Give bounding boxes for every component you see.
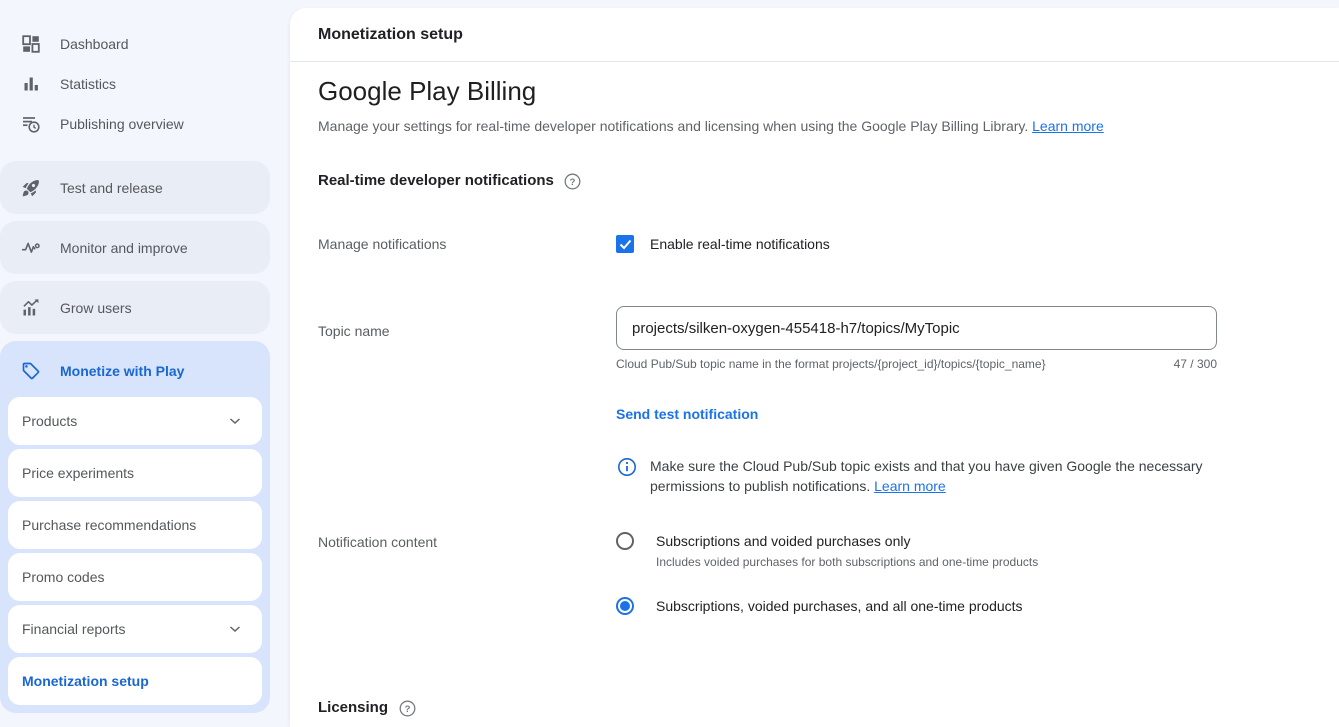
- info-icon: [616, 456, 638, 478]
- sidebar-item-label: Monetize with Play: [60, 363, 185, 379]
- notice-learn-more-link[interactable]: Learn more: [874, 478, 946, 494]
- radio-option-label: Subscriptions and voided purchases only: [656, 533, 911, 549]
- svg-text:?: ?: [404, 703, 410, 715]
- sidebar-item-test-and-release[interactable]: [0, 161, 270, 214]
- sidebar-item-promo-codes[interactable]: [8, 553, 262, 601]
- sidebar-item-price-experiments[interactable]: [8, 449, 262, 497]
- publishing-overview-icon: [20, 113, 42, 135]
- billing-title: Google Play Billing: [318, 76, 537, 106]
- sidebar-item-purchase-recommendations[interactable]: [8, 501, 262, 549]
- manage-notifications-row: [318, 234, 1311, 254]
- sidebar-item-label: Test and release: [60, 179, 163, 196]
- topic-name-input[interactable]: [616, 306, 1217, 350]
- sidebar-item-label: Dashboard: [60, 36, 129, 52]
- grow-users-icon: [20, 297, 42, 319]
- rtdn-section-title: Real-time developer notifications ?: [318, 170, 1311, 192]
- help-icon[interactable]: [562, 170, 584, 192]
- chevron-down-icon: [224, 618, 246, 640]
- monetize-group-card: [0, 341, 270, 713]
- notification-content-row: [318, 532, 1311, 615]
- sidebar-item-label: Monetization setup: [22, 673, 149, 689]
- billing-description: Manage your settings for real-time developer notifications and licensing when using the Google Play Billing Library. Learn more: [318, 118, 1104, 134]
- char-counter: 47 / 300: [1173, 357, 1217, 371]
- topic-name-row: [318, 306, 1311, 496]
- sidebar-item-grow-users[interactable]: [0, 281, 270, 334]
- chevron-down-icon: [224, 410, 246, 432]
- sidebar-item-label: Promo codes: [22, 569, 105, 585]
- sidebar-item-monetize-with-play[interactable]: [8, 349, 262, 393]
- topic-helper-text: Cloud Pub/Sub topic name in the format projects/{project_id}/topics/{topic_name}: [616, 357, 1046, 371]
- pubsub-notice: [616, 456, 1230, 496]
- radio-option-all-products: [616, 597, 1038, 615]
- sidebar-item-label: Products: [22, 413, 78, 429]
- page-content: [290, 76, 1339, 719]
- sidebar-item-publishing-overview[interactable]: [0, 104, 270, 144]
- svg-text:?: ?: [569, 176, 576, 188]
- radio-selected[interactable]: [616, 597, 634, 615]
- licensing-section-title: Licensing ?: [318, 697, 1311, 719]
- tag-icon: [20, 360, 42, 382]
- page-header: [290, 8, 1339, 62]
- sidebar-item-monitor-and-improve[interactable]: [0, 221, 270, 274]
- send-test-notification-link[interactable]: Send test notification: [616, 406, 759, 422]
- dashboard-icon: [20, 33, 42, 55]
- sidebar-item-products[interactable]: [8, 397, 262, 445]
- enable-notifications-label: Enable real-time notifications: [650, 236, 830, 252]
- sidebar-item-monetization-setup[interactable]: [8, 657, 262, 705]
- sidebar-item-label: Financial reports: [22, 621, 126, 637]
- notice-text: Make sure the Cloud Pub/Sub topic exists and that you have given Google the necessary permissions to publish notifications. Learn more: [650, 458, 1203, 494]
- rocket-icon: [20, 177, 42, 199]
- sidebar-item-label: Grow users: [60, 299, 132, 316]
- radio-unselected[interactable]: [616, 532, 634, 550]
- learn-more-link[interactable]: Learn more: [1032, 118, 1104, 134]
- sidebar-item-label: Statistics: [60, 76, 117, 92]
- radio-option-subscriptions-voided-only: [616, 532, 1038, 570]
- sidebar-item-statistics[interactable]: [0, 64, 270, 104]
- radio-option-sublabel: Includes voided purchases for both subscriptions and one-time products: [656, 555, 1039, 569]
- sidebar-item-dashboard[interactable]: [0, 24, 270, 64]
- statistics-icon: [20, 73, 42, 95]
- sidebar-item-label: Monitor and improve: [60, 239, 188, 256]
- radio-option-label: Subscriptions, voided purchases, and all one-time products: [656, 598, 1023, 614]
- notification-content-label: Notification content: [318, 534, 438, 550]
- sidebar: [0, 0, 270, 713]
- sidebar-nav-list: [0, 0, 270, 144]
- help-icon[interactable]: [396, 697, 418, 719]
- page-title: Monetization setup: [318, 26, 463, 43]
- topic-name-label: Topic name: [318, 323, 390, 339]
- main-content-card: [290, 8, 1339, 727]
- topic-helper-row: [616, 357, 1217, 372]
- monitor-icon: [20, 237, 42, 259]
- sidebar-item-label: Publishing overview: [60, 116, 184, 132]
- sidebar-item-financial-reports[interactable]: [8, 605, 262, 653]
- sidebar-item-label: Price experiments: [22, 465, 135, 481]
- sidebar-item-label: Purchase recommendations: [22, 517, 197, 533]
- enable-notifications-checkbox[interactable]: [616, 235, 634, 253]
- manage-notifications-label: Manage notifications: [318, 236, 447, 252]
